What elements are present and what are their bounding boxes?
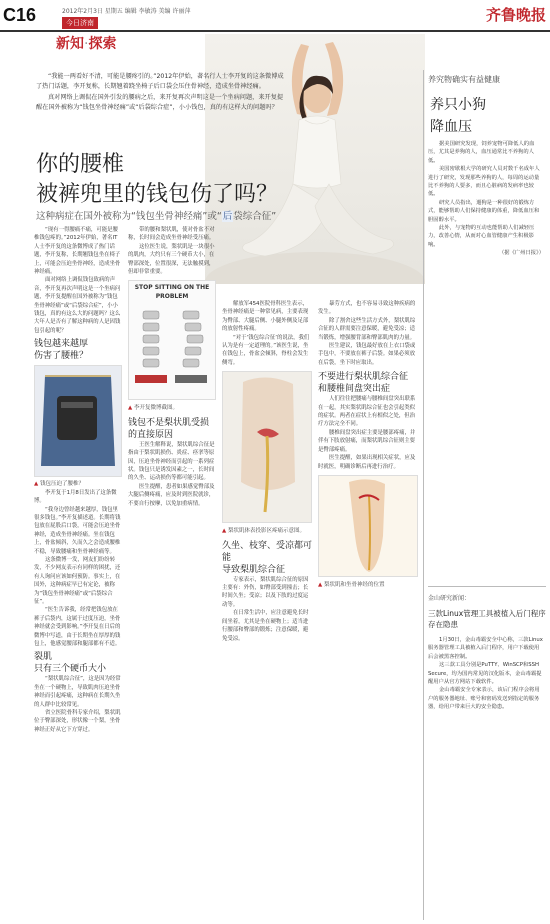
figure-title: STOP SITTING ON THE PROBLEM [134, 284, 210, 300]
sidebar-article-2 [428, 636, 544, 712]
header-rule [0, 30, 550, 32]
article-column-2 [128, 226, 216, 508]
sidebar-kicker: 养究物确实有益健康 [428, 75, 500, 84]
headline-line-2: 被裤兜里的钱包伤了吗？ [36, 182, 279, 207]
hip-muscle-icon [223, 372, 311, 522]
subheading: 不要进行梨状肌综合征 [318, 372, 409, 383]
sciatic-nerve-figure [318, 475, 418, 577]
subhead-text: 这种病症在国外被称为“钱包坐骨神经痛”或“ [36, 211, 222, 222]
paragraph: 这条微博一发，网友们纷纷转发，不少网友表示有同样的困扰，还有人询问应该如何预防。事实上，在国外，这种病症早已有定论，被称为“钱包坐骨神经痛”或“后袋综合征”。 [34, 556, 121, 605]
section-tag: 今日济南 [62, 17, 98, 29]
subheading: 久坐、枝穿、受凉都可能 [222, 540, 313, 563]
subhead-text-end: 袋综合征” [233, 211, 277, 222]
paragraph: 这位医生说，梨状肌是一块很小的肌肉，大约只有三个硬币大小，在臀部深处，位置很深，无法触摸到，但却非常重要。 [128, 243, 215, 276]
date-line: 2012年2月3日 星期五 编辑 李敏涛 美编 许丽萍 [62, 8, 191, 15]
paragraph: 研究人员指出，遛狗是一种很好的锻炼方式，能够帮助人们保持健康的体重，降低血压和胆固醇水平。 [428, 199, 540, 223]
subheadline [36, 208, 276, 222]
intro-paragraph: “我能一两看好不清，可能是腰疼引的。”2012年伊始，著名行人士李开复的这条微博成了热门话题，李开复称，长期翘着跷坐椅子后口袋会压住骨神经，造成坐骨神经痛。 [36, 73, 284, 90]
sidebar-title: 降血压 [430, 119, 472, 135]
wallet-photo [34, 365, 122, 477]
figure-caption: ▲ 李开复微博截图。 [128, 404, 216, 412]
subheading: 和腰椎间盘突出症 [318, 384, 391, 395]
piriformis-projection-figure [222, 371, 312, 523]
paragraph: 美国密歇根大学的研究人员对数千名成年人进行了研究，发现那些养狗的人，每周的运动量比不养狗的人要多，而且心脏病的发病率也较低。 [428, 166, 540, 198]
paragraph: “对于‘钱包综合征’的说法，我们认为是有一定道理的。”该医生说，坐在钱包上，骨盆会倾斜，脊柱会发生侧弯。 [222, 334, 310, 366]
section-name: 新知 [56, 36, 84, 52]
section-title: 新知·探索 [56, 36, 117, 52]
subheading: 裂肌 [34, 652, 53, 663]
article-column-3 [222, 300, 312, 643]
paragraph: “梨状肌综合征”，这是因为经常坐在一个硬物上，导致肌肉压迫坐骨神经而引起疼痛，这种病在长期久坐的人群中比较常见。 [34, 676, 121, 708]
paragraph: 专家表示，梨状肌综合征的原因主要有：外伤，如臀部受到撞击；长时间久坐；受凉；以及下肢的过度运动等。 [222, 576, 309, 608]
paragraph: 据美国研究发现，饲养宠物可降低人的血压，尤其是养狗的人，血压通常比不养狗的人低。 [428, 141, 535, 164]
sidebar-article [428, 140, 544, 258]
paragraph: 除了割舍这些生活方式外，梨状肌综合征的人群需要注意保暖，避免受凉；适当锻炼，增强腰背部和臀部肌肉的力量。 [318, 317, 416, 341]
paragraph: 医生提醒，患者如果感觉臀部及大腿后侧疼痛，应及时到医院就诊，不要自行按摩，以免加重病情。 [128, 483, 215, 507]
paragraph: 这三款工具分别是PuTTY、WinSCP和SSH Secure，均为国内常见的汉化版本，金山毒霸提醒用户从官方网站下载软件。 [428, 662, 542, 686]
section-name-2: 探索 [88, 36, 117, 52]
paragraph: 腰椎间盘突出症主要是腰部疼痛，并伴有下肢放射痛，而梨状肌综合征则主要是臀部疼痛。 [318, 429, 416, 453]
subheading: 只有三个硬币大小 [34, 664, 107, 675]
subheading: 钱包不是梨状肌受损 [128, 417, 210, 428]
stop-sitting-figure [128, 280, 216, 400]
paragraph: 解放军454医院骨科医生表示，坐骨神经痛是一种常见病，主要表现为臀部、大腿后侧、小腿外侧及足部的放射性疼痛。 [222, 301, 309, 333]
paragraph: 王医生解释说，梨状肌综合征是指由于梨状肌损伤、炎症、痉挛等原因，压迫坐骨神经而引起的一系列症状。钱包只是诱发因素之一，长时间的久坐、运动损伤等都可能引起。 [128, 441, 215, 482]
paragraph: “我身边曾经越来越厚，钱包里很多钱包。”李开复描述道。长期将钱包放在屁股后口袋，可能会压迫坐骨神经，造成坐骨神经痛。坐在钱包上，骨盆倾斜，久而久之会造成腰椎不稳，导致腰痛和坐骨神经痛等。 [34, 506, 121, 555]
paragraph: “现有一得腰痛不痛，可能是腰椎钱包疼的。”2012年伊始，著名IT人士李开复的这条微博成了热门话题，李开复称，长期翘钱包坐在椅子上，可能会压迫坐骨神经，造成坐骨神经痛。 [34, 227, 121, 276]
subheading: 钱包越来越厚 [34, 339, 89, 350]
figure-caption: ▲ 梨状肌体表投影区疼痛示意图。 [222, 527, 312, 535]
intro-paragraph: 真对网络上调侃在国外引发的腰病之后，来开复再次声明这是一个坐病问题，来开复提醒在国外被称为“钱包坐骨神经痛”或“后袋综合症”，小小钱包，真的有这样大的问题吗？ [36, 94, 284, 111]
figure-caption: ▲ 梨状肌和坐骨神经的位置 [318, 581, 418, 589]
paragraph: 李开复于1月8日发出了这条微博。 [34, 489, 117, 505]
subheading: 导致梨肌综合征 [222, 564, 286, 575]
spine-diagram-icon [129, 301, 215, 401]
leg-nerve-icon [319, 476, 417, 576]
article-column-1 [34, 226, 122, 734]
newspaper-logo: 齐鲁晚报 [486, 6, 547, 24]
sidebar-title: 养只小狗 [430, 97, 486, 113]
page-number: C16 [3, 5, 37, 25]
news-source: 金山研究新闻： [428, 595, 471, 602]
source-credit: （据《广州日报》） [498, 250, 544, 257]
headline [36, 150, 278, 210]
article-column-4 [318, 300, 418, 589]
article-intro [36, 72, 286, 114]
sidebar-divider [428, 586, 546, 587]
paragraph: 在日常生活中，应注意避免长时间坐着，尤其是坐在硬物上；适当进行腰部和臀部的锻炼；注意保暖，避免受凉。 [222, 610, 309, 642]
paragraph: 带的腰和梨状肌，使对骨盆不对称，长时间会造成坐骨神经受压痛。 [128, 227, 215, 242]
paragraph: “医生告诉我，经常把钱包放在裤子后袋内，这属于过度压迫，坐骨神经就会受到影响。”李开复在日后的微博中写道，由于长期坐在厚厚的钱包上，他感觉腰部和腿部都有不适。 [34, 607, 121, 647]
subhead-highlight: 后 [222, 211, 233, 222]
paragraph: 暴劳方式，也不容易寻致这种疾病的发生。 [318, 301, 416, 316]
subheading: 伤害了腰椎？ [34, 351, 89, 362]
paragraph: 医生建议，钱包最好放在上衣口袋或手包中，不要放在裤子后袋。如果必须放在后袋，坐下时应取出。 [318, 343, 416, 366]
paragraph: 1月30日，金山毒霸安全中心称，三款Linux服务器管理工具被植入后门程序，用户下载使用后会被黑客控制。 [428, 637, 543, 660]
paragraph: 医生提醒，如果出现相关症状，应及时就医，明确诊断后再进行治疗。 [318, 455, 416, 470]
column-divider [423, 70, 424, 920]
paragraph: 省立医院骨科专家介绍，梨状肌位于臀部深处，形状像一个梨，坐骨神经正好从它下方穿过。 [34, 710, 121, 733]
subheading: 的直接原因 [128, 429, 174, 440]
paragraph: 人们往往把腰痛与腰椎间盘突出联系在一起，其实梨状肌综合征也会引起类似的症状。两者在症状上有相似之处，但治疗方法完全不同。 [318, 396, 416, 428]
paragraph: 金山毒霸安全专家表示，该后门程序会将用户的服务器地址、账号和密码发送到指定的服务器，给用户带来巨大的安全隐患。 [428, 687, 540, 711]
headline-line-1: 你的腰椎 [36, 152, 125, 177]
paragraph: 此外，与宠物的互动也能帮助人们减轻压力，改善心情，从而对心血管健康产生积极影响。 [428, 225, 535, 248]
photo-caption: ▲ 钱包压迫了腰椎？ [34, 480, 122, 488]
sidebar-title-2: 三款Linux管理工具被植入后门程序存在隐患 [428, 609, 546, 629]
wallet-in-pocket-icon [35, 366, 121, 476]
paragraph: 面对网络上调侃钱包致病的声音，李开复再次声明这是一个坐病问题，李开复提醒在国外被称为“钱包坐骨神经痛”或“后袋综合症”，小小钱包，真的有这么大的问题吗？这么大年人是否有了解这种病的人是因钱包引起的呢？ [34, 277, 121, 334]
